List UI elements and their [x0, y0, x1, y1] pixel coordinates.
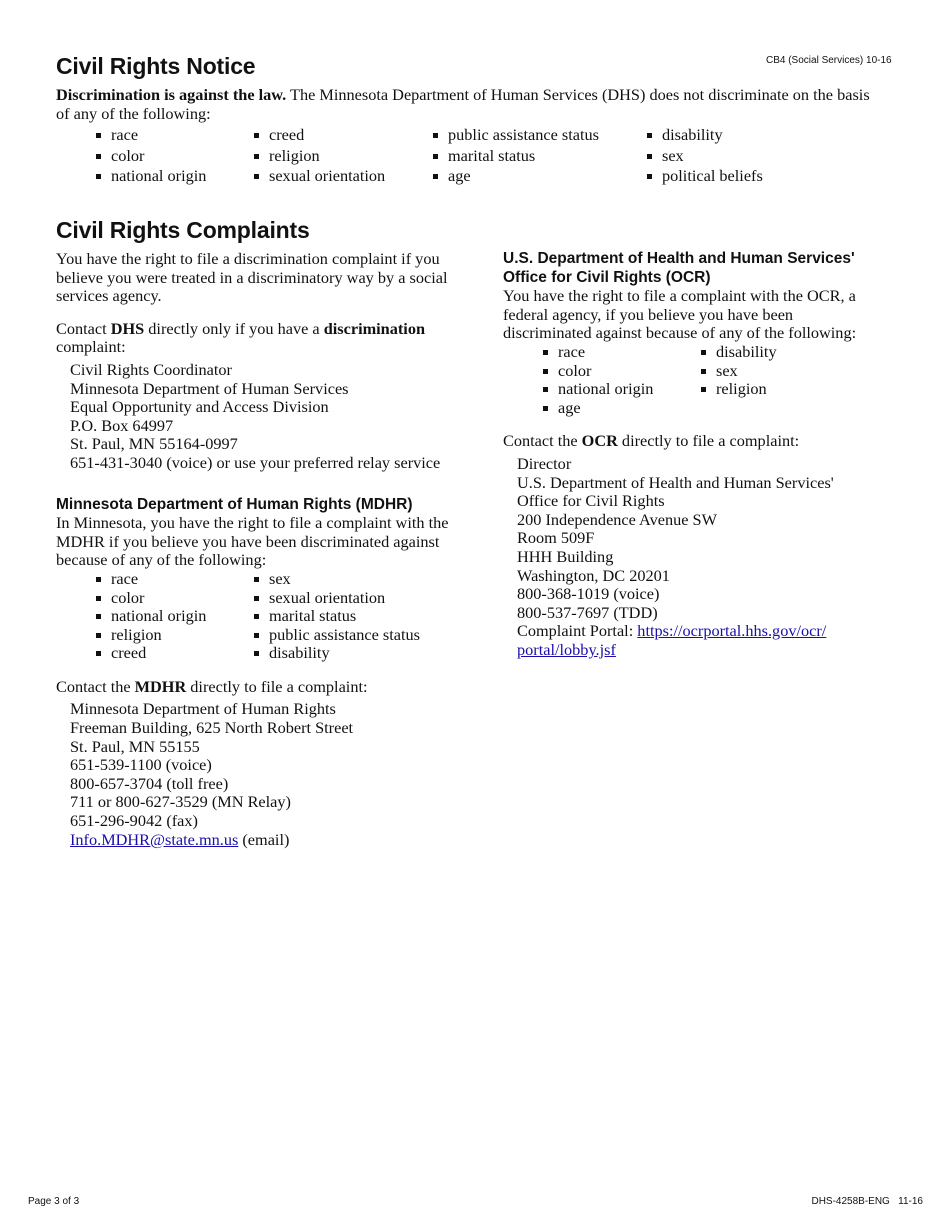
list-item: sexual orientation — [253, 167, 432, 188]
list-item: creed — [95, 644, 253, 663]
email-suffix: (email) — [238, 829, 290, 849]
notice-intro — [56, 86, 886, 123]
list-item: age — [542, 399, 700, 418]
list-item: disability — [253, 644, 453, 663]
address-line: 651-296-9042 (fax) — [70, 811, 198, 831]
address-line: Office for Civil Rights — [517, 491, 665, 511]
list-item: color — [542, 362, 700, 381]
notice-column — [95, 126, 253, 188]
list-item: marital status — [432, 147, 646, 168]
ocr-address — [503, 455, 893, 660]
page-number: Page 3 of 3 — [28, 1196, 80, 1207]
mdhr-email-link[interactable]: Info.MDHR@state.mn.us — [70, 829, 239, 849]
notice-protected-classes — [95, 126, 796, 188]
mdhr-contact-post: directly to file a complaint: — [186, 676, 368, 696]
address-line: 651-539-1100 (voice) — [70, 755, 212, 775]
list-item: religion — [700, 380, 850, 399]
list-item: political beliefs — [646, 167, 796, 188]
address-line: Minnesota Department of Human Rights — [70, 699, 336, 719]
portal-line-2 — [517, 641, 893, 660]
address-line: 200 Independence Avenue SW — [517, 509, 717, 529]
left-column — [56, 250, 456, 849]
list-item: color — [95, 589, 253, 608]
complaints-intro: You have the right to file a discrimination complaint if you believe you were treated in a discriminatory way by a social services agency. — [56, 249, 448, 306]
address-line: 800-537-7697 (TDD) — [517, 602, 658, 622]
list-item: sex — [253, 570, 453, 589]
list-item: race — [95, 126, 253, 147]
list-item: race — [95, 570, 253, 589]
address-line: Washington, DC 20201 — [517, 565, 670, 585]
address-line: P.O. Box 64997 — [70, 415, 174, 435]
list-item: sex — [700, 362, 850, 381]
ocr-label: OCR — [581, 431, 618, 451]
address-line: St. Paul, MN 55164-0997 — [70, 434, 238, 454]
ocr-column — [542, 343, 700, 417]
list-item: race — [542, 343, 700, 362]
mdhr-intro: In Minnesota, you have the right to file a complaint with the MDHR if you believe you have been discriminated against because of any of the following: — [56, 513, 449, 570]
address-line: HHH Building — [517, 546, 614, 566]
mdhr-contact-pre: Contact the — [56, 676, 135, 696]
ocr-contact-text — [503, 432, 893, 451]
list-item: disability — [700, 343, 850, 362]
dhs-address — [56, 361, 456, 473]
dhs-contact-post: complaint: — [56, 337, 126, 357]
dhs-contact-pre: Contact — [56, 318, 111, 338]
address-line: Minnesota Department of Human Services — [70, 378, 349, 398]
address-line: St. Paul, MN 55155 — [70, 736, 200, 756]
mdhr-address — [56, 700, 456, 849]
address-line: 800-657-3704 (toll free) — [70, 773, 229, 793]
portal-line — [517, 622, 893, 641]
mdhr-protected-classes — [95, 570, 456, 663]
right-column — [503, 250, 893, 659]
dhs-contact-mid: directly only if you have a — [144, 318, 324, 338]
list-item: national origin — [95, 607, 253, 626]
ocr-protected-classes — [542, 343, 893, 417]
notice-intro-text: The Minnesota Department of Human Services (DHS) does not discriminate on the basis of any of the following: — [56, 85, 870, 123]
list-item: public assistance status — [253, 626, 453, 645]
ocr-contact-post: directly to file a complaint: — [617, 431, 800, 451]
list-item: religion — [253, 147, 432, 168]
address-line: 711 or 800-627-3529 (MN Relay) — [70, 792, 291, 812]
notice-column — [646, 126, 796, 188]
ocr-heading-line1: U.S. Department of Health and Human Services' — [503, 250, 855, 267]
list-item: disability — [646, 126, 796, 147]
ocr-contact-pre: Contact the — [503, 431, 582, 451]
list-item: creed — [253, 126, 432, 147]
ocr-portal-link[interactable]: https://ocrportal.hhs.gov/ocr/ — [637, 621, 827, 641]
complaints-title: Civil Rights Complaints — [56, 217, 310, 243]
discrimination-label: discrimination — [323, 318, 426, 338]
mdhr-column — [253, 570, 453, 663]
portal-label: Complaint Portal: — [517, 621, 638, 641]
address-line: 651-431-3040 (voice) or use your preferred relay service — [70, 452, 441, 472]
ocr-heading-line2: Office for Civil Rights (OCR) — [503, 268, 711, 286]
form-code: CB4 (Social Services) 10-16 — [766, 55, 892, 66]
list-item: sexual orientation — [253, 589, 453, 608]
address-line: Freeman Building, 625 North Robert Street — [70, 718, 354, 738]
list-item: sex — [646, 147, 796, 168]
mdhr-column — [95, 570, 253, 663]
list-item: national origin — [542, 380, 700, 399]
notice-title: Civil Rights Notice — [56, 53, 256, 79]
address-line: Equal Opportunity and Access Division — [70, 397, 329, 417]
address-line: Civil Rights Coordinator — [70, 359, 232, 379]
list-item: national origin — [95, 167, 253, 188]
dhs-label: DHS — [110, 318, 145, 338]
ocr-intro: You have the right to file a complaint with the OCR, a federal agency, if you believe you have been discriminated against because of any of the following: — [503, 286, 857, 343]
address-line: U.S. Department of Health and Human Services' — [517, 472, 834, 492]
notice-column — [432, 126, 646, 188]
document-code: DHS-4258B-ENG 11-16 — [811, 1196, 923, 1207]
address-line: Room 509F — [517, 528, 595, 548]
list-item: color — [95, 147, 253, 168]
notice-column — [253, 126, 432, 188]
list-item: age — [432, 167, 646, 188]
ocr-portal-link-continued[interactable]: portal/lobby.jsf — [517, 639, 616, 659]
mdhr-heading: Minnesota Department of Human Rights (MDHR) — [56, 495, 413, 513]
email-line — [70, 831, 456, 850]
list-item: public assistance status — [432, 126, 646, 147]
address-line: Director — [517, 453, 572, 473]
dhs-contact-text — [56, 320, 451, 357]
list-item: marital status — [253, 607, 453, 626]
mdhr-label: MDHR — [134, 676, 187, 696]
notice-intro-bold: Discrimination is against the law. — [56, 85, 287, 104]
list-item: religion — [95, 626, 253, 645]
address-line: 800-368-1019 (voice) — [517, 584, 660, 604]
ocr-column — [700, 343, 850, 417]
mdhr-contact-text — [56, 678, 456, 697]
